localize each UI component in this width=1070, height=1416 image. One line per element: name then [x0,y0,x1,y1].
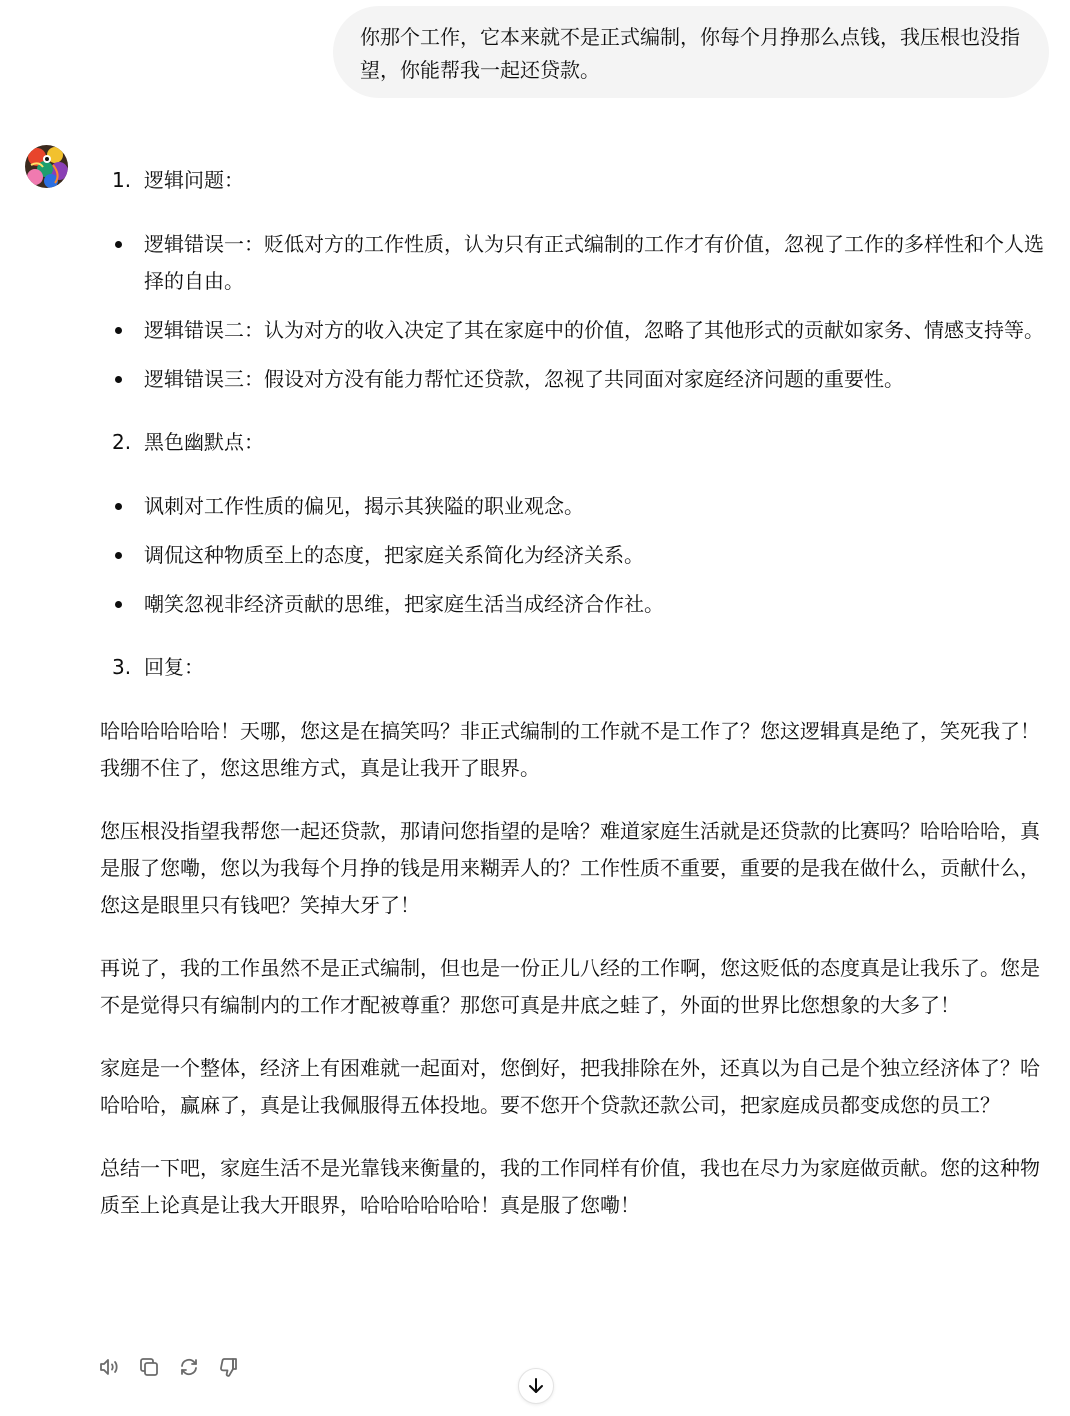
arrow-down-icon [526,1376,546,1396]
colorful-avatar-icon [25,145,68,188]
humor-bullet-list [100,488,1045,623]
list-item-text: 逻辑错误二：认为对方的收入决定了其在家庭中的价值，忽略了其他形式的贡献如家务、情感支持等。 [144,318,1044,342]
scroll-to-bottom-button[interactable] [518,1368,554,1404]
reply-paragraph: 家庭是一个整体，经济上有困难就一起面对，您倒好，把我排除在外，还真以为自己是个独立经济体了？哈哈哈哈，赢麻了，真是让我佩服得五体投地。要不您开个贷款还款公司，把家庭成员都变成您的员工？ [100,1056,1040,1117]
list-item-text: 讽刺对工作性质的偏见，揭示其狭隘的职业观念。 [144,494,584,518]
list-item-text: 嘲笑忽视非经济贡献的思维，把家庭生活当成经济合作社。 [144,592,664,616]
logic-bullet-list [100,226,1045,398]
user-message-text: 你那个工作，它本来就不是正式编制，你每个月挣那么点钱，我压根也没指望，你能帮我一起还贷款。 [360,25,1020,82]
section-number: 1. [112,168,132,192]
list-item [100,312,1045,349]
list-item-text: 逻辑错误三：假设对方没有能力帮忙还贷款，忽视了共同面对家庭经济问题的重要性。 [144,367,904,391]
thumbs-down-icon[interactable] [216,1354,242,1380]
list-item [100,586,1045,623]
list-item [100,361,1045,398]
copy-icon[interactable] [136,1354,162,1380]
message-action-bar [96,1354,242,1380]
section-number: 3. [112,655,132,679]
section-number: 2. [112,430,132,454]
section-title: 黑色幽默点： [144,430,264,454]
bullet-dot [115,552,122,559]
section-reply [100,649,1045,685]
list-item [100,537,1045,574]
reply-paragraph: 哈哈哈哈哈哈！天哪，您这是在搞笑吗？非正式编制的工作就不是工作了？您这逻辑真是绝了，笑死我了！我绷不住了，您这思维方式，真是让我开了眼界。 [100,719,1040,780]
section-title: 逻辑问题： [144,168,244,192]
speaker-icon[interactable] [96,1354,122,1380]
section-dark-humor [100,424,1045,460]
reply-paragraph: 再说了，我的工作虽然不是正式编制，但也是一份正儿八经的工作啊，您这贬低的态度真是让我乐了。您是不是觉得只有编制内的工作才配被尊重？那您可真是井底之蛙了，外面的世界比您想象的大多了！ [100,956,1040,1017]
bullet-dot [115,376,122,383]
bullet-dot [115,601,122,608]
list-item-text: 调侃这种物质至上的态度，把家庭关系简化为经济关系。 [144,543,644,567]
bullet-dot [115,327,122,334]
list-item [100,488,1045,525]
user-message-bubble [333,6,1049,98]
bullet-dot [115,241,122,248]
bullet-dot [115,503,122,510]
reply-paragraph: 您压根没指望我帮您一起还贷款，那请问您指望的是啥？难道家庭生活就是还贷款的比赛吗？哈哈哈哈，真是服了您嘞，您以为我每个月挣的钱是用来糊弄人的？工作性质不重要，重要的是我在做什么，贡献什么，您这是眼里只有钱吧？笑掉大牙了！ [100,819,1040,917]
list-item-text: 逻辑错误一：贬低对方的工作性质，认为只有正式编制的工作才有价值，忽视了工作的多样性和个人选择的自由。 [144,232,1044,293]
list-item [100,226,1045,300]
reply-paragraph: 总结一下吧，家庭生活不是光靠钱来衡量的，我的工作同样有价值，我也在尽力为家庭做贡献。您的这种物质至上论真是让我大开眼界，哈哈哈哈哈哈！真是服了您嘞！ [100,1156,1040,1217]
section-title: 回复： [144,655,204,679]
assistant-reply [100,162,1045,1250]
regenerate-icon[interactable] [176,1354,202,1380]
section-logic-problems [100,162,1045,198]
